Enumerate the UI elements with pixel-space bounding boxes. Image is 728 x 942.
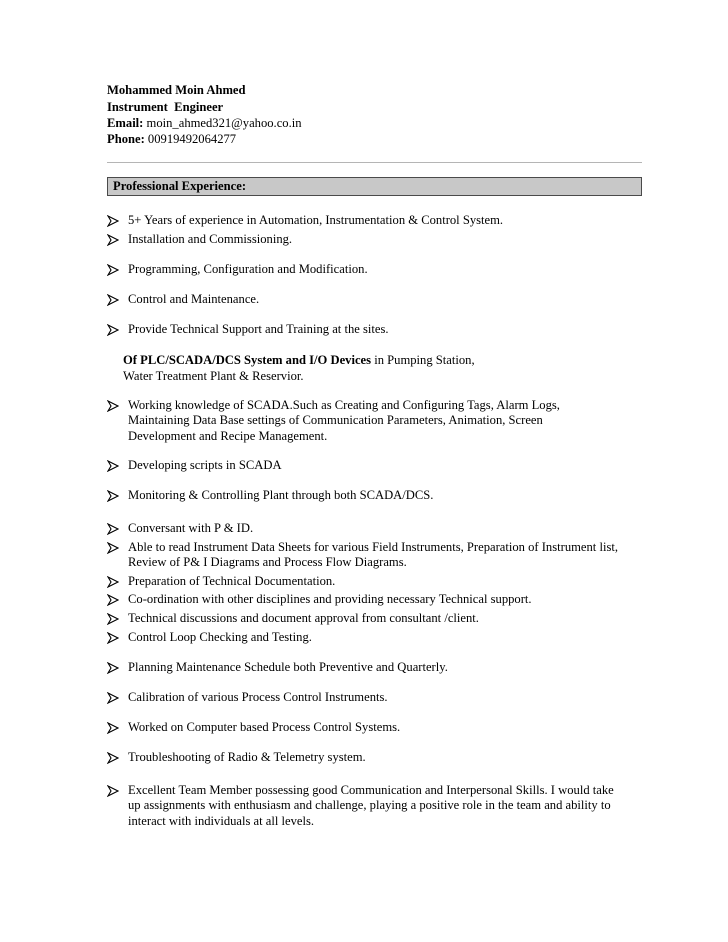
systems-line-1 <box>123 352 475 368</box>
email-line <box>107 115 302 131</box>
phone-label: Phone: <box>107 132 145 146</box>
list-item: Control Loop Checking and Testing. <box>128 630 312 644</box>
bullet-arrow-icon <box>107 458 119 474</box>
section-title: Professional Experience: <box>113 179 247 193</box>
systems-line-2: Water Treatment Plant & Reservior. <box>123 369 304 383</box>
candidate-name: Mohammed Moin Ahmed <box>107 83 246 97</box>
list-item: Installation and Commissioning. <box>128 232 293 246</box>
bullet-arrow-icon <box>107 488 119 504</box>
list-item: Worked on Computer based Process Control Systems. <box>128 720 401 734</box>
systems-bold: Of PLC/SCADA/DCS System and I/O Devices <box>123 353 372 367</box>
list-item: Calibration of various Process Control Instruments. <box>128 690 388 704</box>
list-item: Working knowledge of SCADA.Such as Creating and Configuring Tags, Alarm Logs, Maintaining Data Base settings of Communication Parameters, Animation, Screen Development and Recipe Management. <box>128 398 560 443</box>
list-item: Developing scripts in SCADA <box>128 458 282 472</box>
list-item: Conversant with P & ID. <box>128 521 254 535</box>
bullet-arrow-icon <box>107 611 119 627</box>
email-value: moin_ahmed321@yahoo.co.in <box>143 116 302 130</box>
bullet-arrow-icon <box>107 398 119 414</box>
bullet-arrow-icon <box>107 540 119 556</box>
bullet-arrow-icon <box>107 213 119 229</box>
bullet-arrow-icon <box>107 292 119 308</box>
list-item: Excellent Team Member possessing good Communication and Interpersonal Skills. I would take up assignments with enthusiasm and challenge, playing a positive role in the team and ability to interact with individuals at all levels. <box>128 783 614 828</box>
header-divider <box>107 162 642 163</box>
phone-value: 00919492064277 <box>144 132 237 146</box>
systems-rest: in Pumping Station, <box>371 353 475 367</box>
bullet-arrow-icon <box>107 783 119 799</box>
bullet-arrow-icon <box>107 322 119 338</box>
list-item: 5+ Years of experience in Automation, Instrumentation & Control System. <box>128 213 504 227</box>
bullet-arrow-icon <box>107 574 119 590</box>
list-item: Provide Technical Support and Training at the sites. <box>128 322 389 336</box>
list-item: Able to read Instrument Data Sheets for various Field Instruments, Preparation of Instrument list, Review of P& I Diagrams and Process Flow Diagrams. <box>128 540 619 570</box>
bullet-arrow-icon <box>107 690 119 706</box>
email-label: Email: <box>107 116 144 130</box>
bullet-arrow-icon <box>107 521 119 537</box>
phone-line <box>107 131 236 147</box>
list-item: Control and Maintenance. <box>128 292 260 306</box>
bullet-arrow-icon <box>107 750 119 766</box>
list-item: Technical discussions and document approval from consultant /client. <box>128 611 479 625</box>
section-header-professional-experience <box>107 177 642 196</box>
bullet-arrow-icon <box>107 720 119 736</box>
bullet-arrow-icon <box>107 630 119 646</box>
list-item: Planning Maintenance Schedule both Preventive and Quarterly. <box>128 660 448 674</box>
list-item: Preparation of Technical Documentation. <box>128 574 336 588</box>
list-item: Troubleshooting of Radio & Telemetry system. <box>128 750 366 764</box>
bullet-arrow-icon <box>107 262 119 278</box>
list-item: Co-ordination with other disciplines and providing necessary Technical support. <box>128 592 532 606</box>
job-title: Instrument Engineer <box>107 100 224 114</box>
list-item: Programming, Configuration and Modification. <box>128 262 368 276</box>
bullet-arrow-icon <box>107 232 119 248</box>
list-item: Monitoring & Controlling Plant through both SCADA/DCS. <box>128 488 434 502</box>
bullet-arrow-icon <box>107 660 119 676</box>
bullet-arrow-icon <box>107 592 119 608</box>
